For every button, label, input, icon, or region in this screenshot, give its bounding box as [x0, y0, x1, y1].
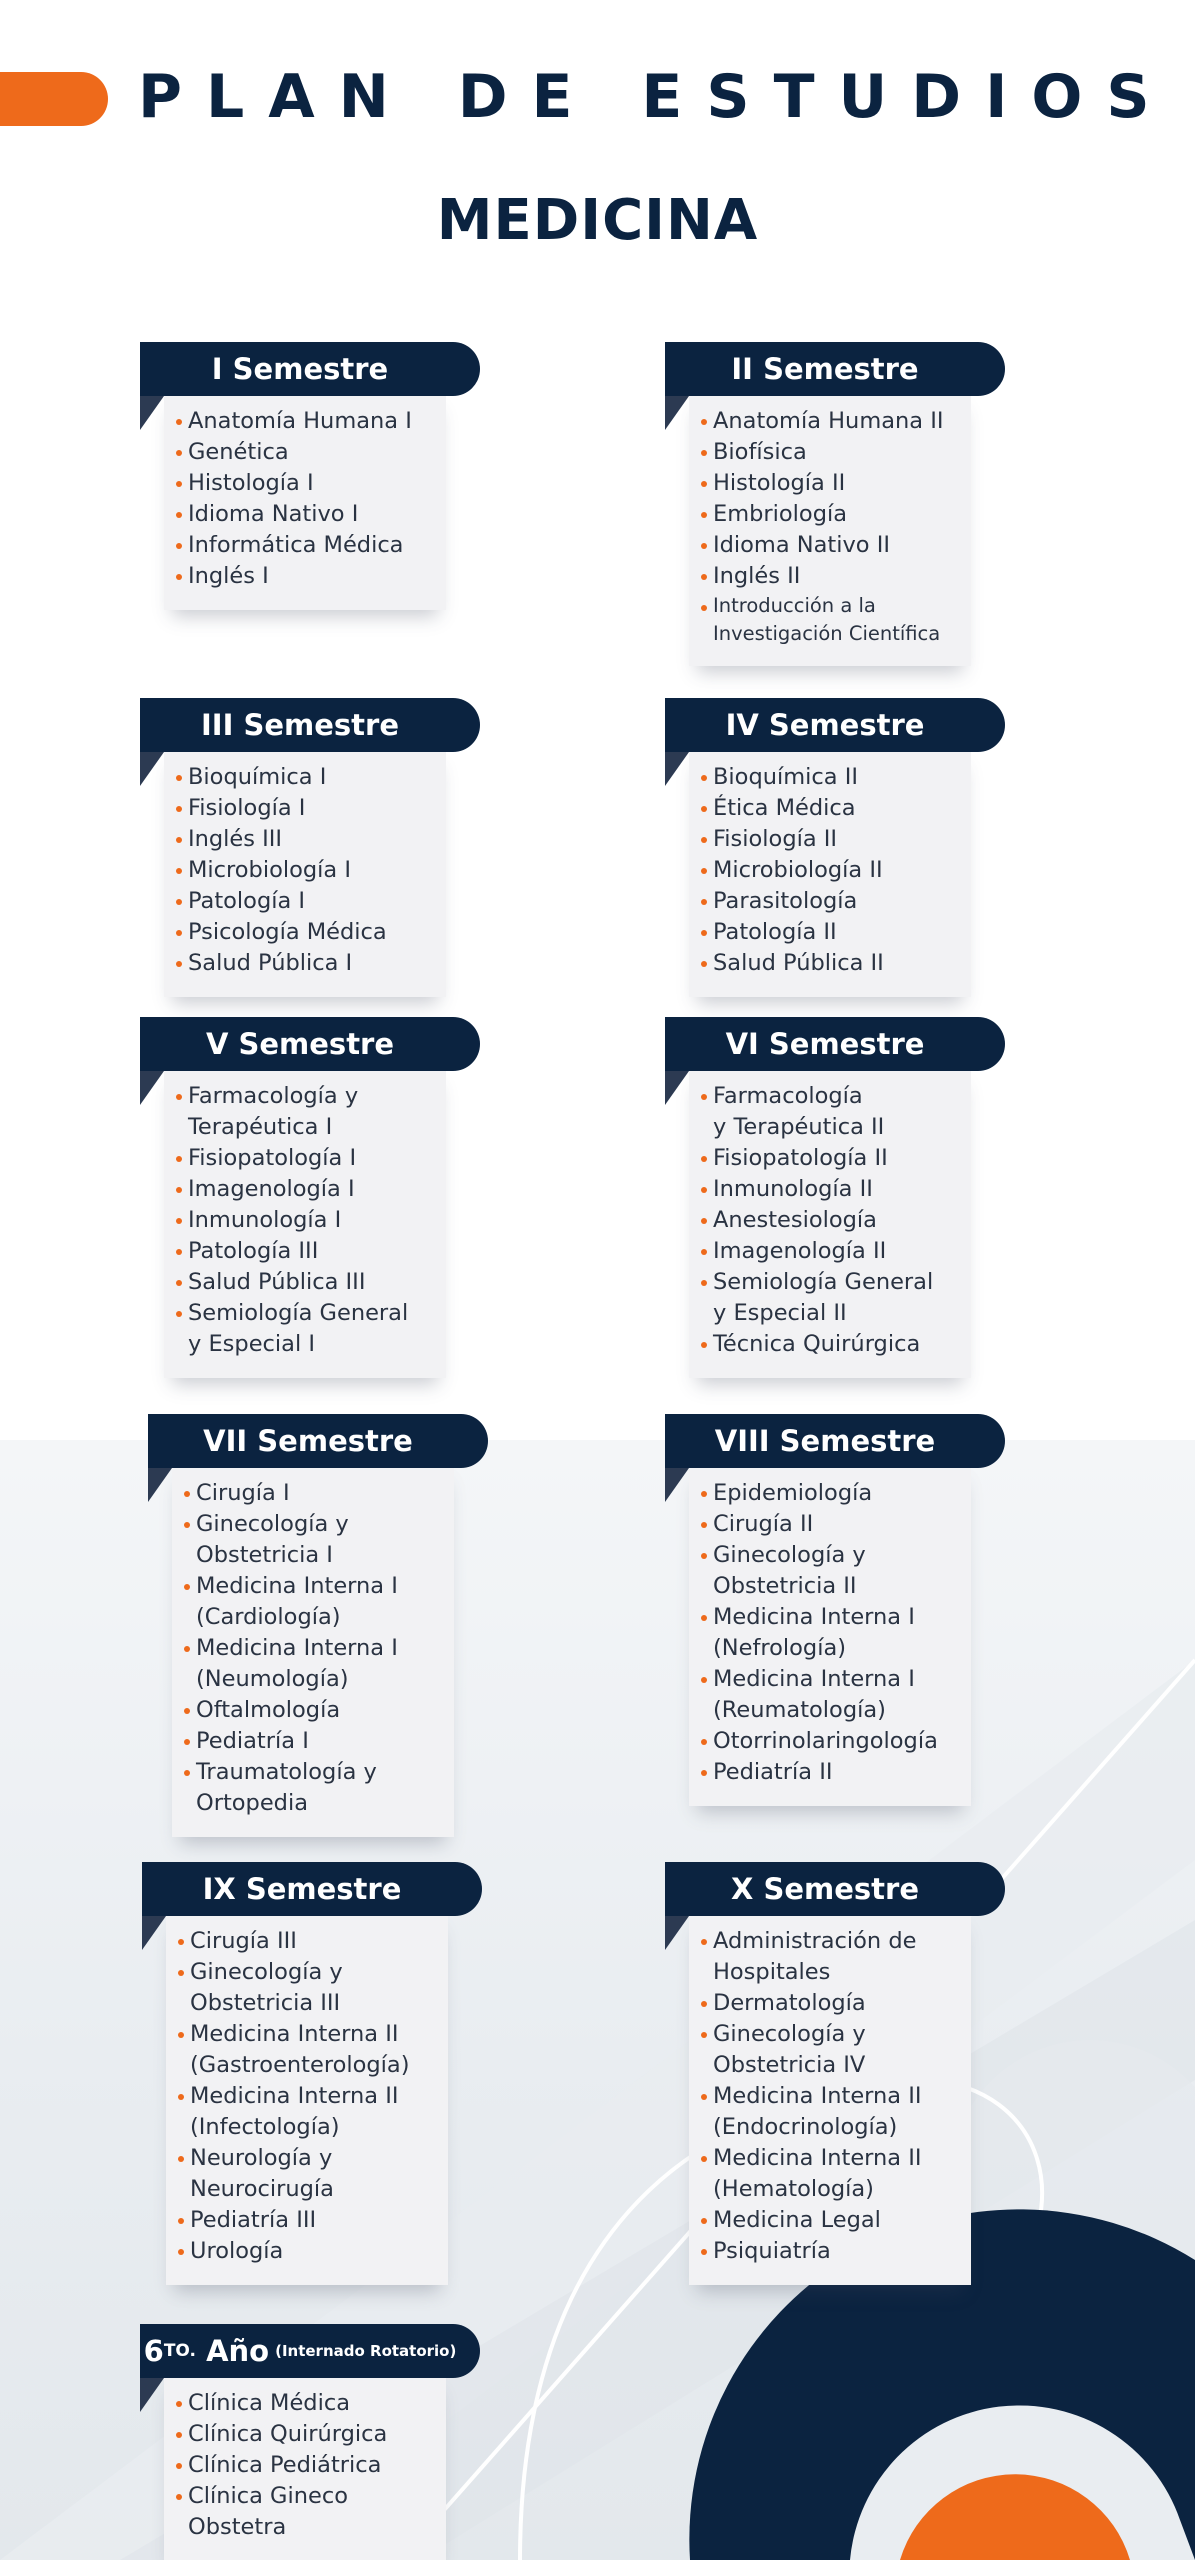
course-list-card: [689, 1462, 971, 1806]
course-line: Terapéutica I: [188, 1114, 333, 1140]
course-line: Ginecología y: [190, 1959, 343, 1985]
course-item: [699, 2081, 961, 2143]
course-list-card: [164, 1065, 446, 1378]
course-item: Otorrinolaringología: [699, 1726, 961, 1757]
course-item: [182, 1571, 444, 1633]
sixth-year-header: [140, 2324, 480, 2378]
course-item: [699, 592, 961, 648]
course-line: Medicina Interna II: [190, 2021, 399, 2047]
course-line: Ginecología y: [196, 1511, 349, 1537]
semester-header: III Semestre: [140, 698, 480, 752]
course-item: [182, 1633, 444, 1695]
course-line: Traumatología y: [196, 1759, 377, 1785]
course-line: Obstetricia II: [713, 1573, 857, 1599]
course-item: Histología II: [699, 468, 961, 499]
course-item: Clínica Pediátrica: [174, 2450, 436, 2481]
course-list-card: [164, 746, 446, 997]
year-superscript: TO.: [163, 2341, 196, 2361]
course-item: Oftalmología: [182, 1695, 444, 1726]
course-item: Bioquímica I: [174, 762, 436, 793]
course-item: Imagenología II: [699, 1236, 961, 1267]
course-item: Técnica Quirúrgica: [699, 1329, 961, 1360]
course-item: Salud Pública I: [174, 948, 436, 979]
course-line: Administración de: [713, 1928, 917, 1954]
semester-header: IV Semestre: [665, 698, 1005, 752]
course-line: Medicina Interna I: [713, 1604, 915, 1630]
year-number: 6: [143, 2334, 164, 2368]
course-item: Epidemiología: [699, 1478, 961, 1509]
course-line: y Especial I: [188, 1331, 315, 1357]
course-item: [699, 1267, 961, 1329]
program-title: MEDICINA: [436, 188, 759, 253]
course-line: Investigación Científica: [713, 622, 941, 645]
course-line: (Hematología): [713, 2176, 874, 2202]
course-item: Patología III: [174, 1236, 436, 1267]
course-list-card: [164, 2372, 446, 2560]
course-line: (Reumatología): [713, 1697, 886, 1723]
semester-header: I Semestre: [140, 342, 480, 396]
header-fold: [665, 752, 689, 786]
header-fold: [140, 752, 164, 786]
course-item: [699, 1540, 961, 1602]
course-line: Medicina Interna II: [713, 2145, 922, 2171]
course-line: y Terapéutica II: [713, 1114, 885, 1140]
course-item: [174, 1298, 436, 1360]
course-item: [699, 1081, 961, 1143]
course-line: Medicina Interna I: [196, 1573, 398, 1599]
course-line: y Especial II: [713, 1300, 847, 1326]
course-line: Introducción a la: [713, 594, 876, 617]
year-label: Año: [206, 2334, 270, 2368]
course-list-card: [172, 1462, 454, 1837]
course-item: Informática Médica: [174, 530, 436, 561]
header-fold: [140, 396, 164, 430]
course-item: Anestesiología: [699, 1205, 961, 1236]
course-item: Microbiología II: [699, 855, 961, 886]
course-item: [182, 1509, 444, 1571]
header-fold: [140, 1071, 164, 1105]
course-item: Patología II: [699, 917, 961, 948]
course-line: Ortopedia: [196, 1790, 308, 1816]
course-item: Imagenología I: [174, 1174, 436, 1205]
course-line: (Cardiología): [196, 1604, 341, 1630]
course-item: Cirugía III: [176, 1926, 438, 1957]
course-item: Embriología: [699, 499, 961, 530]
semester-header: X Semestre: [665, 1862, 1005, 1916]
course-item: Clínica Médica: [174, 2388, 436, 2419]
course-list-card: [164, 390, 446, 610]
course-list-card: [689, 1065, 971, 1378]
year-note: (Internado Rotatorio): [275, 2342, 457, 2360]
course-item: Fisiología I: [174, 793, 436, 824]
course-line: Medicina Interna I: [196, 1635, 398, 1661]
course-list-card: [689, 390, 971, 666]
header-fold: [665, 1916, 689, 1950]
semester-header: VIII Semestre: [665, 1414, 1005, 1468]
course-item: Urología: [176, 2236, 438, 2267]
header-fold: [665, 1468, 689, 1502]
course-line: (Infectología): [190, 2114, 340, 2140]
course-item: [176, 2019, 438, 2081]
course-item: [699, 1926, 961, 1988]
course-line: Medicina Interna II: [190, 2083, 399, 2109]
course-line: (Neumología): [196, 1666, 349, 1692]
course-line: Obstetricia I: [196, 1542, 333, 1568]
course-item: Idioma Nativo I: [174, 499, 436, 530]
course-item: Clínica Quirúrgica: [174, 2419, 436, 2450]
course-line: Hospitales: [713, 1959, 831, 1985]
course-item: Fisiopatología II: [699, 1143, 961, 1174]
course-list-card: [689, 1910, 971, 2285]
course-line: (Endocrinología): [713, 2114, 898, 2140]
course-line: Neurocirugía: [190, 2176, 334, 2202]
page-title: PLAN DE ESTUDIOS: [138, 62, 1174, 132]
course-item: Anatomía Humana II: [699, 406, 961, 437]
course-line: Medicina Interna I: [713, 1666, 915, 1692]
header-fold: [142, 1916, 166, 1950]
course-item: Inglés III: [174, 824, 436, 855]
course-item: Microbiología I: [174, 855, 436, 886]
course-item: [182, 1757, 444, 1819]
course-item: [699, 2143, 961, 2205]
course-item: Inmunología I: [174, 1205, 436, 1236]
course-item: Pediatría I: [182, 1726, 444, 1757]
course-line: (Gastroenterología): [190, 2052, 410, 2078]
course-item: Bioquímica II: [699, 762, 961, 793]
course-item: [176, 2143, 438, 2205]
semester-header: IX Semestre: [142, 1862, 482, 1916]
course-item: Ética Médica: [699, 793, 961, 824]
course-line: Farmacología y: [188, 1083, 359, 1109]
course-line: Medicina Interna II: [713, 2083, 922, 2109]
course-item: Psicología Médica: [174, 917, 436, 948]
course-item: Cirugía II: [699, 1509, 961, 1540]
course-list-card: [166, 1910, 448, 2285]
header-fold: [665, 396, 689, 430]
header-fold: [148, 1468, 172, 1502]
semester-header: VII Semestre: [148, 1414, 488, 1468]
course-item: Pediatría II: [699, 1757, 961, 1788]
course-item: [699, 2019, 961, 2081]
course-line: Obstetricia IV: [713, 2052, 866, 2078]
semester-header: VI Semestre: [665, 1017, 1005, 1071]
course-item: Medicina Legal: [699, 2205, 961, 2236]
course-item: Anatomía Humana I: [174, 406, 436, 437]
semester-header: V Semestre: [140, 1017, 480, 1071]
course-line: Ginecología y: [713, 1542, 866, 1568]
course-item: Salud Pública II: [699, 948, 961, 979]
header-fold: [140, 2378, 164, 2412]
course-item: Clínica Gineco Obstetra: [174, 2481, 436, 2543]
semester-header: II Semestre: [665, 342, 1005, 396]
course-item: Pediatría III: [176, 2205, 438, 2236]
course-line: Semiología General: [713, 1269, 934, 1295]
course-line: Farmacología: [713, 1083, 863, 1109]
course-line: Neurología y: [190, 2145, 333, 2171]
course-item: Genética: [174, 437, 436, 468]
course-item: Parasitología: [699, 886, 961, 917]
course-item: Inmunología II: [699, 1174, 961, 1205]
title-accent-bar: [0, 72, 108, 126]
course-item: Patología I: [174, 886, 436, 917]
course-item: Inglés I: [174, 561, 436, 592]
course-list-card: [689, 746, 971, 997]
course-item: [174, 1081, 436, 1143]
course-item: [699, 1664, 961, 1726]
header-fold: [665, 1071, 689, 1105]
course-item: Cirugía I: [182, 1478, 444, 1509]
course-item: [699, 1602, 961, 1664]
course-item: Psiquiatría: [699, 2236, 961, 2267]
course-line: Obstetricia III: [190, 1990, 341, 2016]
course-item: Inglés II: [699, 561, 961, 592]
course-item: Biofísica: [699, 437, 961, 468]
course-item: Fisiopatología I: [174, 1143, 436, 1174]
course-item: Dermatología: [699, 1988, 961, 2019]
course-item: Idioma Nativo II: [699, 530, 961, 561]
course-line: (Nefrología): [713, 1635, 847, 1661]
course-item: Fisiología II: [699, 824, 961, 855]
course-item: Salud Pública III: [174, 1267, 436, 1298]
course-line: Ginecología y: [713, 2021, 866, 2047]
course-line: Semiología General: [188, 1300, 409, 1326]
course-item: [176, 1957, 438, 2019]
course-item: Histología I: [174, 468, 436, 499]
course-item: [176, 2081, 438, 2143]
